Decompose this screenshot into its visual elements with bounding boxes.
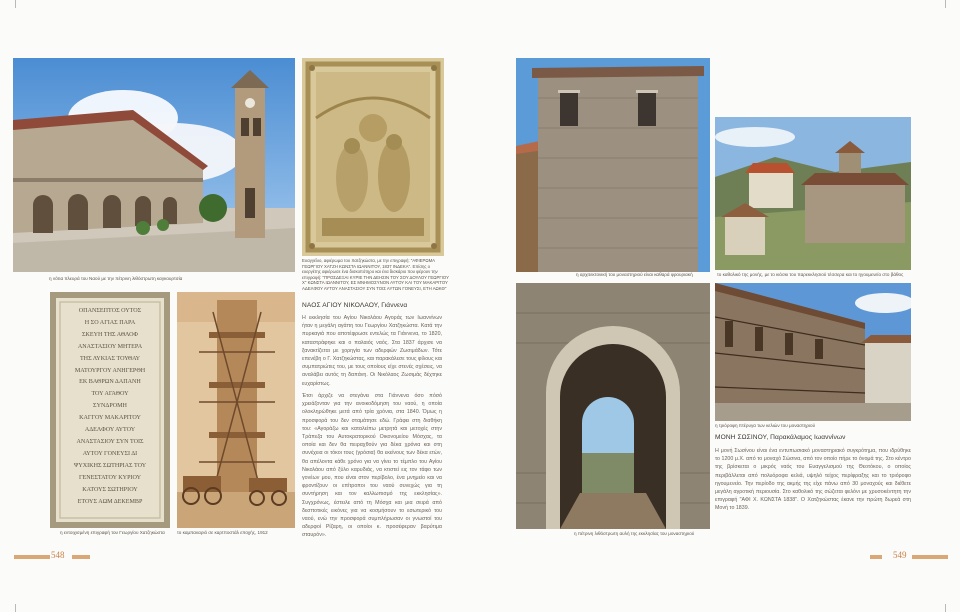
inscription-line: ΤΗΣ ΛΥΚΙΑΣ ΤΟΥΘΑΥ — [79, 355, 141, 362]
page-footer-bar — [72, 555, 90, 559]
page-footer-bar — [14, 555, 50, 559]
inscription-line: ΨΥΧΙΚΗΣ ΣΩΤΗΡΙΑΣ ΤΟΥ — [73, 462, 147, 469]
cells-wing-photo — [715, 283, 911, 421]
inscription-line: ΑΥΤΟΥ ΓΟΝΕΥΣΙ ΔΙ — [82, 450, 138, 457]
page-number: 548 — [51, 550, 65, 560]
caption-bell-tower: το καμπαναριό σε καρτποστάλ εποχής, 1912 — [177, 530, 268, 535]
inscription-line: ΚΑΤΟΥΣ ΣΩΤΗΡΙΟΥ — [82, 486, 138, 493]
article-paragraph: Η εκκλησία του Αγίου Νικολάου Αγοράς των Ιωαννίνων ήταν η μεγάλη αγάπη του Γεωργίου Χατζηκώστα. Κατά την πυρκαγιά που αποτέφρωσε εντελώς τα Γιάννενα, το 1820, καταστράφηκε και ο παλαιός ναός. Στα 1837 άρχισε να ξανακτίζεται με χορηγία των αδερφών Ζωσιμάδων. Τότε επενέβη ο Γ. Χατζηκώστας, και παρακάλεσε τους φίλους και συμπατριώτες του, με τους οποίους είχε στενές σχέσεις, να αναλάβει αυτός τη δαπάνη. Οι Νικόλαος Ζωσιμάς δέχτηκε ευχαρίστως. — [302, 315, 442, 387]
inscription-line: ΣΥΝΔΡΟΜΗ — [93, 403, 127, 410]
inscription-line: ΣΚΕΥΗ ΤΗΣ ΑΘΛΟΦ — [81, 331, 139, 338]
inscription-line: ΟΠΑΝΣΕΠΤΟΣ ΟΥΤΟΣ — [78, 308, 142, 314]
right-page — [480, 0, 960, 612]
crop-mark — [15, 0, 16, 8]
inscription-line: ΑΝΑΣΤΑΣΙΟΥ ΜΗΤΕΡΑ — [77, 343, 143, 350]
inscription-line: ΤΟΥ ΑΓΑΘΟΥ — [91, 391, 129, 398]
caption-inscription: η εντοιχισμένη επιγραφή του Γεωργίου Χατζηκώστα — [60, 530, 165, 535]
gospel-plate-photo — [302, 58, 444, 256]
caption-church-south: η νότια πλευρά του Ναού με την πέτρινη λιθόστρωτη καγκουρτσία — [49, 276, 183, 281]
caption-arch: η πέτρινη λιθόστρωτη αυλή της εκκλησίας του μοναστηριού — [574, 531, 695, 536]
crop-mark — [15, 604, 16, 612]
article-paragraph: Η μονή Σωσίνου είναι ένα εντυπωσιακό μοναστηριακό συγκρότημα, που ιδρύθηκε το 1200 μ.Χ. από το μοναχό Σώσινα, από τον οποίο πήρε το όνομά της. Στο κέντρο της βρίσκεται ο μικρός ναός του Ευαγγελισμού της Θεοτόκου, ο οποίος περιβάλλεται από πολυόροφα κελιά, υψηλό τείχος περίφραξης και το τριόροφο ηγουμενείο. Την περίοδο της ακμής της είχε πάνω από 30 μοναχούς και διέθετε μεγάλη αγροτική περιουσία. Στο καθολικό της σώζεται φελόνι με χρυσοκέντητη την επιγραφή "ΑΦΙ Χ. ΚΩΝΣΤΑ 1838". Ο Χατζηκώστας έκανε την πρώτη δωρεά στη Μονή το 1839. — [715, 448, 911, 512]
page-number: 549 — [893, 550, 907, 560]
monastery-view-photo — [715, 117, 911, 270]
inscription-line: ΑΔΕΛΦΟΥ ΑΥΤΟΥ — [84, 427, 136, 434]
article-heading: ΝΑΟΣ ΑΓΙΟΥ ΝΙΚΟΛΑΟΥ, Γιάννενα — [302, 302, 408, 309]
caption-gospel-plate: Ευαγγέλιο, αφιέρωμα του Χατζηκώστα, με την επιγραφή: "ΑΦΙΕΡΩΜΑ ΓΕΩΡΓΙΟΥ ΧΑΤΖΗ ΚΩΝΣΤΑ ΙΩΑΝΝΙΤΟΥ, 1837 ΙΝΔΕΚΑ". Επίσης ο ευεργέτης αφιέρωσε ένα δισκοπότηρο και ένα δισκάριο που φέρουν την επιγραφή: "ΠΡΟΣΔΕΞΑΙ ΚΥΡΙΕ ΤΗΝ ΔΕΗΣΙΝ ΤΟΥ ΣΟΥ ΔΟΥΛΟΥ ΓΕΩΡΓΙΟΥ Χ" ΚΩΝΣΤΑ ΙΩΑΝΝΙΤΟΥ, ΕΣ ΜΝΗΜΟΣΥΝΟΝ ΑΥΤΟΥ ΚΑΙ ΤΟΥ ΜΑΚΑΡΙΤΟΥ ΑΔΕΛΦΟΥ ΑΥΤΟΥ ΑΝΑΣΤΑΣΙΟΥ ΣΥΝ ΤΟΙΣ ΑΥΤΩΝ ΓΟΝΕΥΣΙ, ΕΤΗ ΑΩΚΘ" — [302, 258, 449, 291]
monastery-facade-photo — [516, 58, 710, 272]
inscription-photo — [50, 292, 170, 528]
caption-facade: η αρχιτεκτονική του μοναστηριού είναι καθαρά φρουριακή — [576, 272, 693, 277]
crop-mark — [945, 604, 946, 612]
crop-mark — [945, 0, 946, 8]
caption-cells: η τριόροφη πτέρυγα των κελιών του μοναστηριού — [715, 423, 816, 428]
arch-photo — [516, 283, 710, 529]
inscription-line: ΜΑΤΟΥΡΓΟΥ ΑΝΗΓΕΡΘΗ — [74, 367, 146, 374]
church-photo — [13, 58, 295, 272]
inscription-text — [62, 306, 158, 508]
inscription-line: Η ΣΟ ΑΓΙΑΣ ΠΑΡΑ — [84, 319, 136, 326]
page-footer-bar — [912, 555, 948, 559]
article-heading: ΜΟΝΗ ΣΩΣΙΝΟΥ, Παρακάλαμος Ιωαννίνων — [715, 434, 846, 441]
inscription-line: ΕΤΟΥΣ ΑΩΜ ΔΕΚΕΜΒΡ — [77, 498, 143, 505]
page-footer-bar — [870, 555, 882, 559]
inscription-line: ΕΚ ΒΑΘΡΩΝ ΔΑΠΑΝΗ — [79, 379, 141, 386]
caption-monastery-view: το καθολικό της μονής, με το κιόσκι του παρεκκλησιού τέσσερα και το ηγουμενείο στο βάθος — [717, 272, 904, 277]
inscription-line: ΓΕΝΕΣΤΑΤΟΥ ΚΥΡΙΟΥ — [78, 474, 141, 481]
article-paragraph: Έτσι άρχιζε να στεγάνει στα Γιάννενα όσο πόσό χρειάζονταν για την ανοικοδόμηση του ναού, η οποία ολοκληρώθηκε μετά από τρία χρόνια, στα 1840. Όμως η προσφορά του δεν σταμάτησε εδώ. Γράφει στη διαθήκη του: «Αγοράζω και καταλείπω μετρητά και μετοχές στην Τράπεζα του Αυτοκρατορικού Οικονομείου Μόσχας, τα οποία και δεν θα πειραχθούν για δέκα χρόνια και στη συνέχεια οι τόκοι τους (γρόσια) θα εκείνους των δέκα ετών, θα απέλοντα κάθε χρόνο για να γίνει το τέμπλο του Αγίου Νικολάου από ξύλο καρυδιάς, να κτιστεί εις τον τάφο των γονέων μου, που είναι στον περίβολο, ένα μνημείο και να φροντίζουν οι επίτροποι του ναού συνεχώς για τη συντήρηση και τον καλλωπισμό της εκκλησίας». Συγχρόνως, έστειλε από τη Μόσχα και μια σειρά από δεσποτικές εικόνες για να κοσμήσουν το εσωτερικό του ναού, ενώ την προσφορά συμπλήρωσαν οι γνωστοί του αδερφοί Ρίζαρη, οι οποίοι κ. προσέφεραν βαρύτιμα σταυρόν». — [302, 393, 442, 539]
inscription-line: ΑΝΑΣΤΑΣΙΟΥ ΣΥΝ ΤΟΙΣ — [76, 438, 144, 445]
inscription-line: ΚΑΓΓΟΥ ΜΑΚΑΡΙΤΟΥ — [79, 415, 141, 422]
bell-tower-photo — [177, 292, 295, 528]
